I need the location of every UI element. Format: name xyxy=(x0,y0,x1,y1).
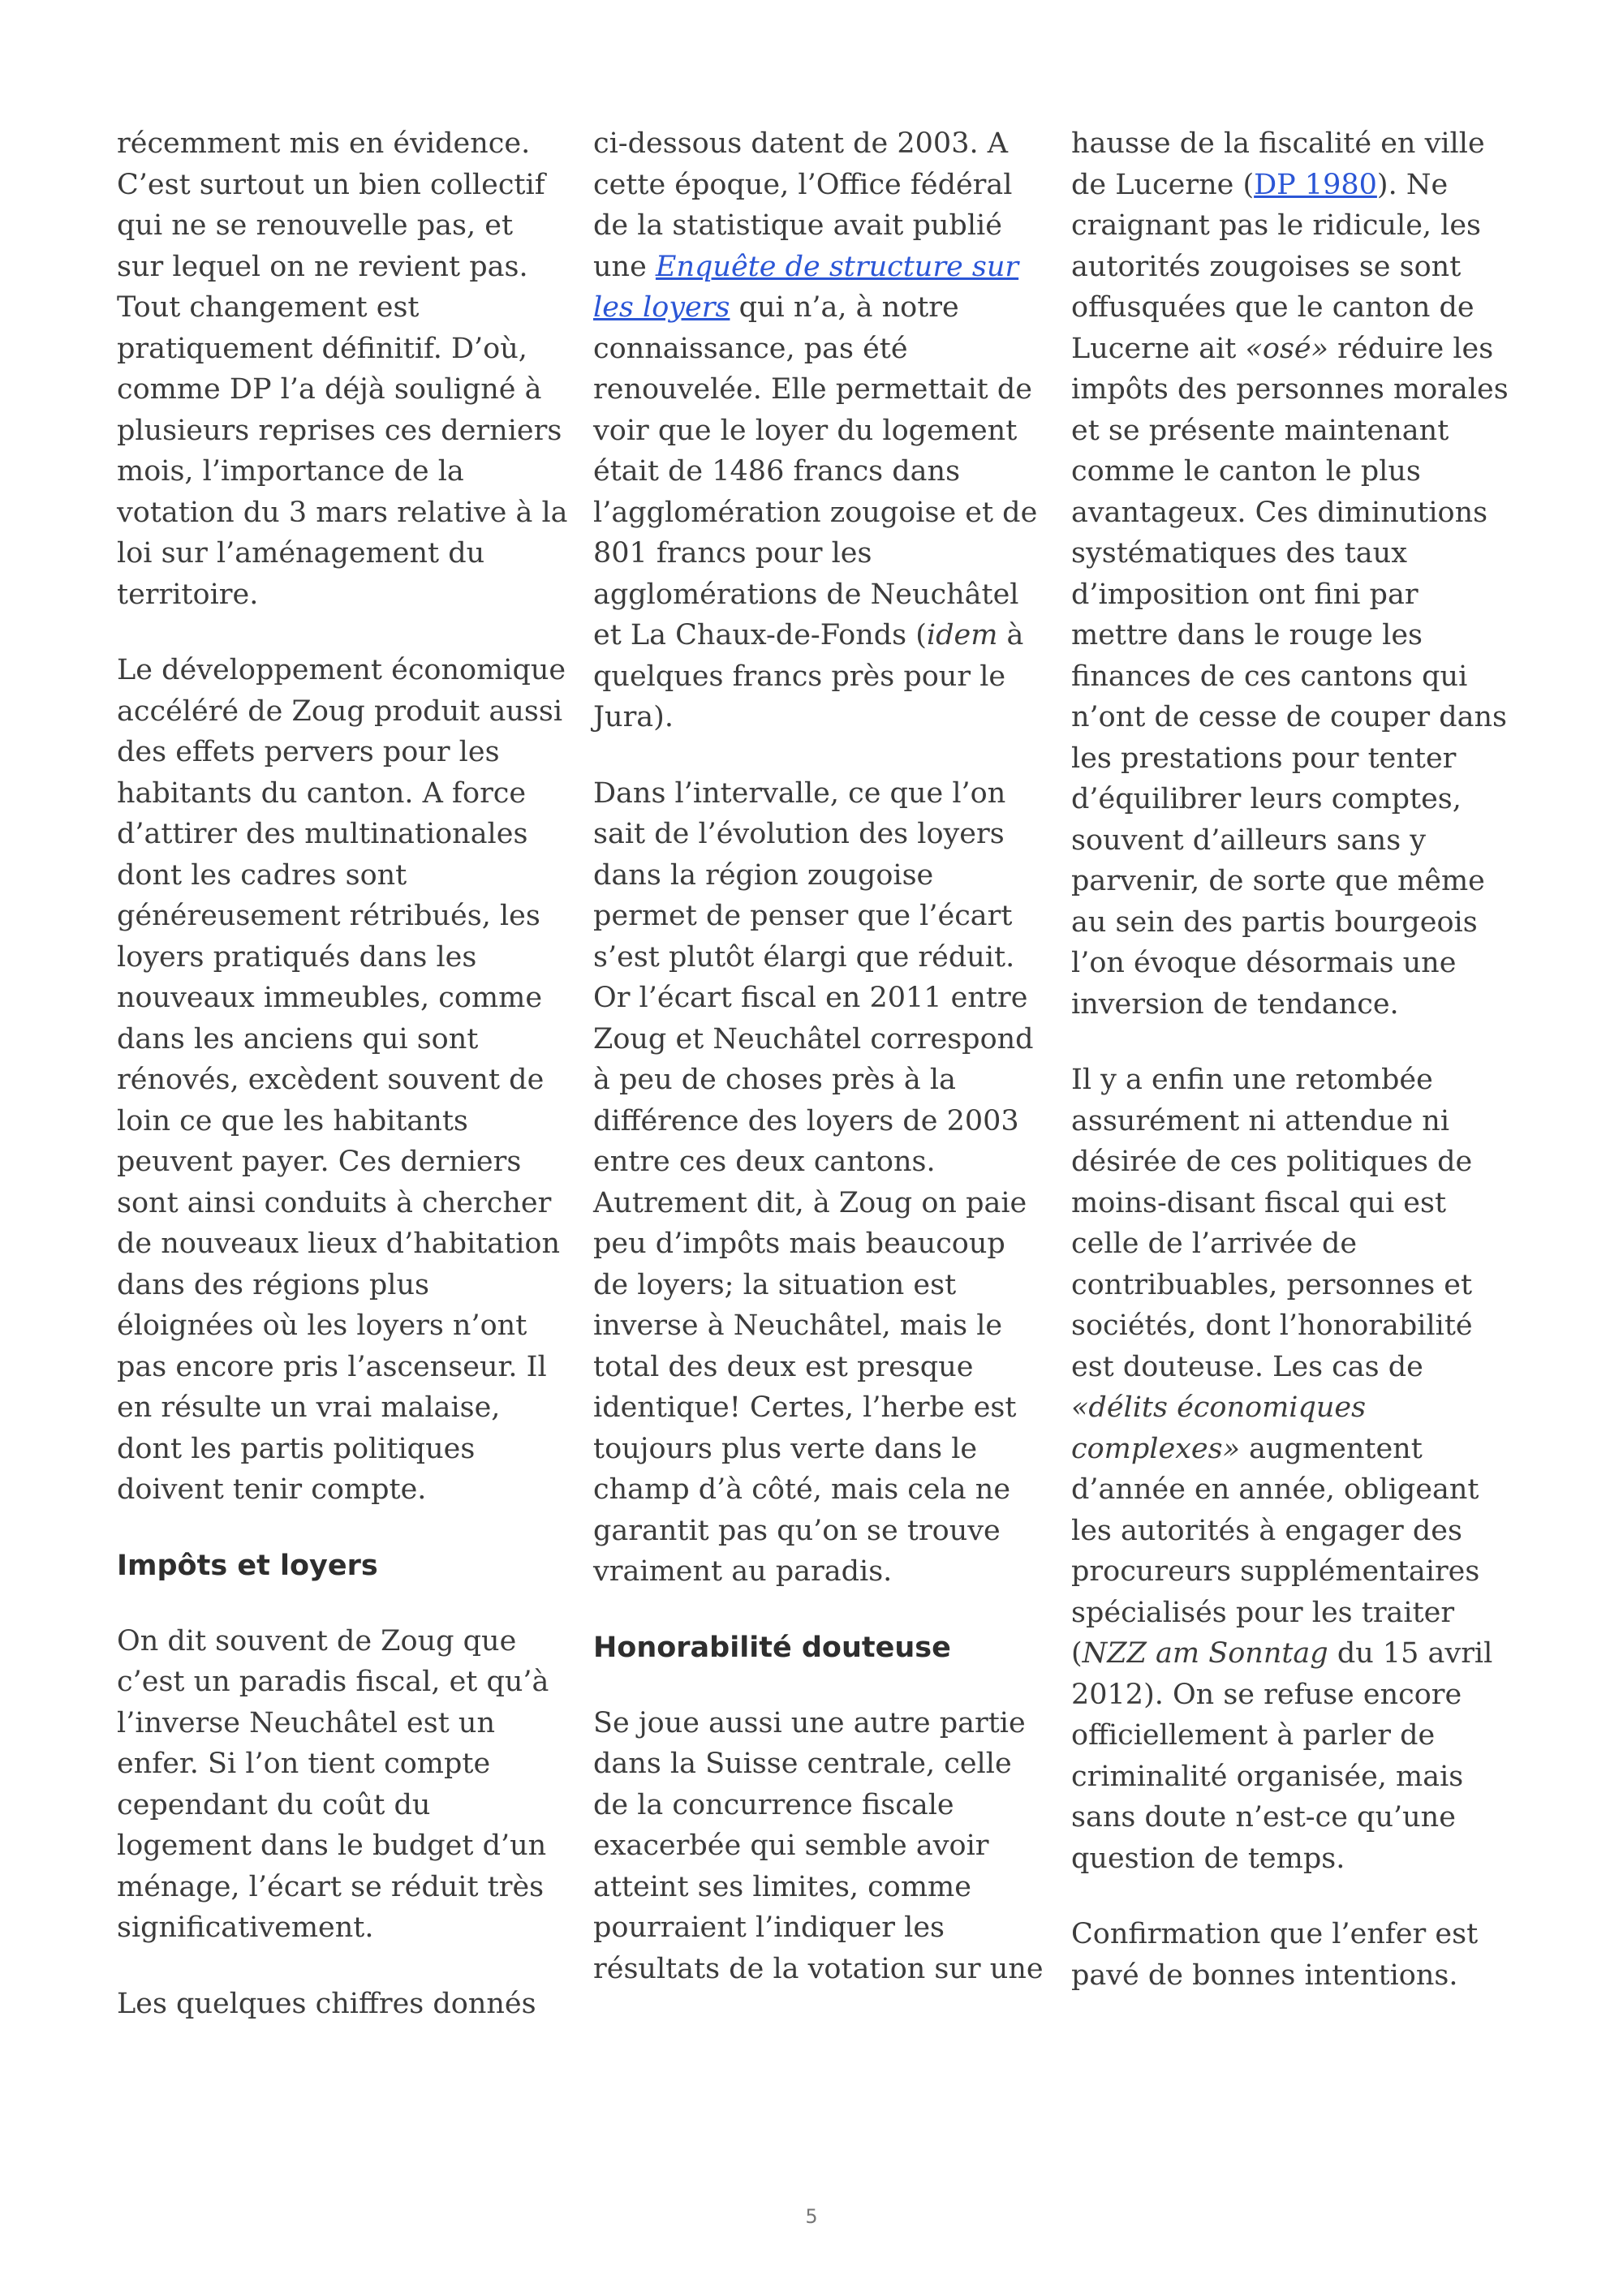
emphasis-text: «osé» xyxy=(1245,332,1329,365)
text-span: à quelques francs près pour le Jura). xyxy=(593,619,1024,733)
column-1 xyxy=(117,123,568,2059)
paragraph: Les quelques chiffres donnés xyxy=(117,1987,536,2020)
emphasis-text: NZZ am Sonntag xyxy=(1082,1637,1328,1670)
paragraph: récemment mis en évidence. C’est surtout un bien collectif qui ne se renouvelle pas, et sur lequel on ne revient pas. Tout changement est pratiquement définitif. D’où, comme DP l’a déjà souligné à plusieurs reprises ces derniers mois, l’importance de la votation du 3 mars relative à la loi sur l’aménagement du territoire. xyxy=(117,127,568,611)
text-span: ). Ne craignant pas le ridicule, les autorités zougoises se sont offusquées que le canton de Lucerne ait xyxy=(1071,168,1482,365)
paragraph xyxy=(1071,1060,1522,1879)
emphasis-text: idem xyxy=(926,619,998,651)
dp-1980-link[interactable]: DP 1980 xyxy=(1254,168,1377,201)
text-span: hausse de la fiscalité en ville de Lucerne ( xyxy=(1071,127,1485,201)
text-span: augmentent d’année en année, obligeant les autorités à engager des procureurs supplémentaires spécialisés pour les traiter ( xyxy=(1071,1432,1480,1670)
enquete-structure-loyers-link[interactable]: Enquête de structure sur les loyers xyxy=(593,250,1019,324)
emphasis-text: «délits économiques complexes» xyxy=(1071,1391,1367,1465)
text-span: ci-dessous datent de 2003. A cette époque, l’Office fédéral de la statistique avait publié une xyxy=(593,127,1013,283)
paragraph: On dit souvent de Zoug que c’est un paradis fiscal, et qu’à l’inverse Neuchâtel est un enfer. Si l’on tient compte cependant du coût du logement dans le budget d’un ménage, l’écart se réduit très significativement. xyxy=(117,1624,549,1944)
column-2 xyxy=(593,123,1044,2024)
column-3 xyxy=(1071,123,1522,2031)
paragraph: Se joue aussi une autre partie dans la Suisse centrale, celle de la concurrence fiscale exacerbée qui semble avoir atteint ses limites, comme pourraient l’indiquer les résultats de la votation sur une xyxy=(593,1706,1044,1985)
paragraph xyxy=(1071,123,1522,1025)
paragraph: Le développement économique accéléré de Zoug produit aussi des effets pervers pour les habitants du canton. A force d’attirer des multinationales dont les cadres sont généreusement rétribués, les loyers pratiqués dans les nouveaux immeubles, comme dans les anciens qui sont rénovés, excèdent souvent de loin ce que les habitants peuvent payer. Ces derniers sont ainsi conduits à chercher de nouveaux lieux d’habitation dans des régions plus éloignées où les loyers n’ont pas encore pris l’ascenseur. Il en résulte un vrai malaise, dont les partis politiques doivent tenir compte. xyxy=(117,654,566,1506)
page-number: 5 xyxy=(805,2205,818,2228)
section-heading-impots-et-loyers: Impôts et loyers xyxy=(117,1549,378,1582)
paragraph: Dans l’intervalle, ce que l’on sait de l’évolution des loyers dans la région zougoise permet de penser que l’écart s’est plutôt élargi que réduit. Or l’écart fiscal en 2011 entre Zoug et Neuchâtel correspond à peu de choses près à la différence des loyers de 2003 entre ces deux cantons. Autrement dit, à Zoug on paie peu d’impôts mais beaucoup de loyers; la situation est inverse à Neuchâtel, mais le total des deux est presque identique! Certes, l’herbe est toujours plus verte dans le champ d’à côté, mais cela ne garantit pas qu’on se trouve vraiment au paradis. xyxy=(593,776,1034,1588)
paragraph xyxy=(593,123,1044,738)
section-heading-honorabilite-douteuse: Honorabilité douteuse xyxy=(593,1631,951,1664)
text-span: Il y a enfin une retombée assurément ni attendue ni désirée de ces politiques de moins-disant fiscal qui est celle de l’arrivée de contribuables, personnes et sociétés, dont l’honorabilité est douteuse. Les cas de xyxy=(1071,1064,1473,1383)
text-span: réduire les impôts des personnes morales et se présente maintenant comme le canton le plus avantageux. Ces diminutions systématiques des taux d’imposition ont fini par mettre dans le rouge les finances de ces cantons qui n’ont de cesse de couper dans les prestations pour tenter d’équilibrer leurs comptes, souvent d’ailleurs sans y parvenir, de sorte que même au sein des partis bourgeois l’on évoque désormais une inversion de tendance. xyxy=(1071,332,1509,1021)
text-span: du 15 avril 2012). On se refuse encore officiellement à parler de criminalité organisée, mais sans doute n’est-ce qu’une question de temps. xyxy=(1071,1637,1493,1875)
text-span: qui n’a, à notre connaissance, pas été renouvelée. Elle permettait de voir que le loyer du logement était de 1486 francs dans l’agglomération zougoise et de 801 francs pour les agglomérations de Neuchâtel et La Chaux-de-Fonds ( xyxy=(593,291,1038,651)
paragraph: Confirmation que l’enfer est pavé de bonnes intentions. xyxy=(1071,1918,1479,1992)
